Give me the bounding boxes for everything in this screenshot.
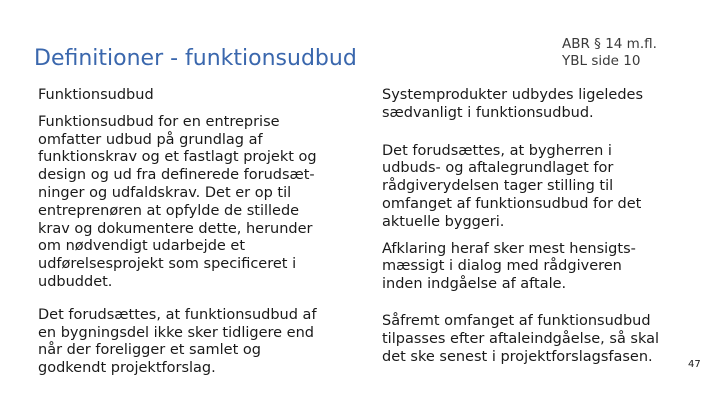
right-column [382,87,702,366]
paragraph-client-scope [382,143,702,232]
text-line: Såfremt omfanget af funktionsudbud [382,312,651,329]
paragraph-precondition [38,307,368,378]
text-line: tilpasses efter aftaleindgåelse, så skal [382,330,660,347]
page-number: 47 [688,359,701,370]
text-line: design og ud fra definerede forudsæt- [38,167,315,184]
text-line: omfanget af funktionsudbud for det [382,195,642,212]
text-line: Funktionsudbud for en entreprise [38,113,280,130]
paragraph-definition [38,114,368,292]
text-line: udbuds- og aftalegrundlaget for [382,160,614,177]
text-line: udbuddet. [38,273,113,290]
section-subtitle: Funktionsudbud [38,87,154,103]
reference-line: YBL side 10 [562,53,641,69]
text-line: krav og dokumentere dette, herunder [38,220,313,237]
text-line: sædvanligt i funktionsudbud. [382,104,594,121]
text-line: funktionskrav og et fastlagt projekt og [38,149,317,166]
text-line: godkendt projektforslag. [38,360,216,377]
text-line: aktuelle byggeri. [382,213,505,230]
text-line: det ske senest i projektforslagsfasen. [382,348,653,365]
text-line: udførelsesprojekt som specificeret i [38,256,297,273]
text-line: Afklaring heraf sker mest hensigts- [382,240,636,257]
paragraph-clarification [382,241,702,294]
slide-title: Definitioner - funktionsudbud [34,46,357,71]
text-line: om nødvendigt udarbejde et [38,238,246,255]
text-line: når der foreligger et samlet og [38,342,261,359]
text-line: entreprenøren at opfylde de stillede [38,202,300,219]
reference-note [562,36,657,70]
text-line: ninger og udfaldskrav. Det er op til [38,184,292,201]
reference-line: ABR § 14 m.fl. [562,36,657,52]
text-line: Det forudsættes, at funktionsudbud af [38,306,317,323]
text-line: en bygningsdel ikke sker tidligere end [38,324,314,341]
text-line: Det forudsættes, at bygherren i [382,142,612,159]
text-line: rådgiverydelsen tager stilling til [382,178,614,195]
paragraph-system-products [382,87,702,123]
text-line: omfatter udbud på grundlag af [38,131,263,148]
text-line: Systemprodukter udbydes ligeledes [382,87,644,103]
text-line: inden indgåelse af aftale. [382,276,567,293]
left-column [38,87,368,378]
text-line: mæssigt i dialog med rådgiveren [382,258,622,275]
paragraph-adjustment [382,313,702,366]
